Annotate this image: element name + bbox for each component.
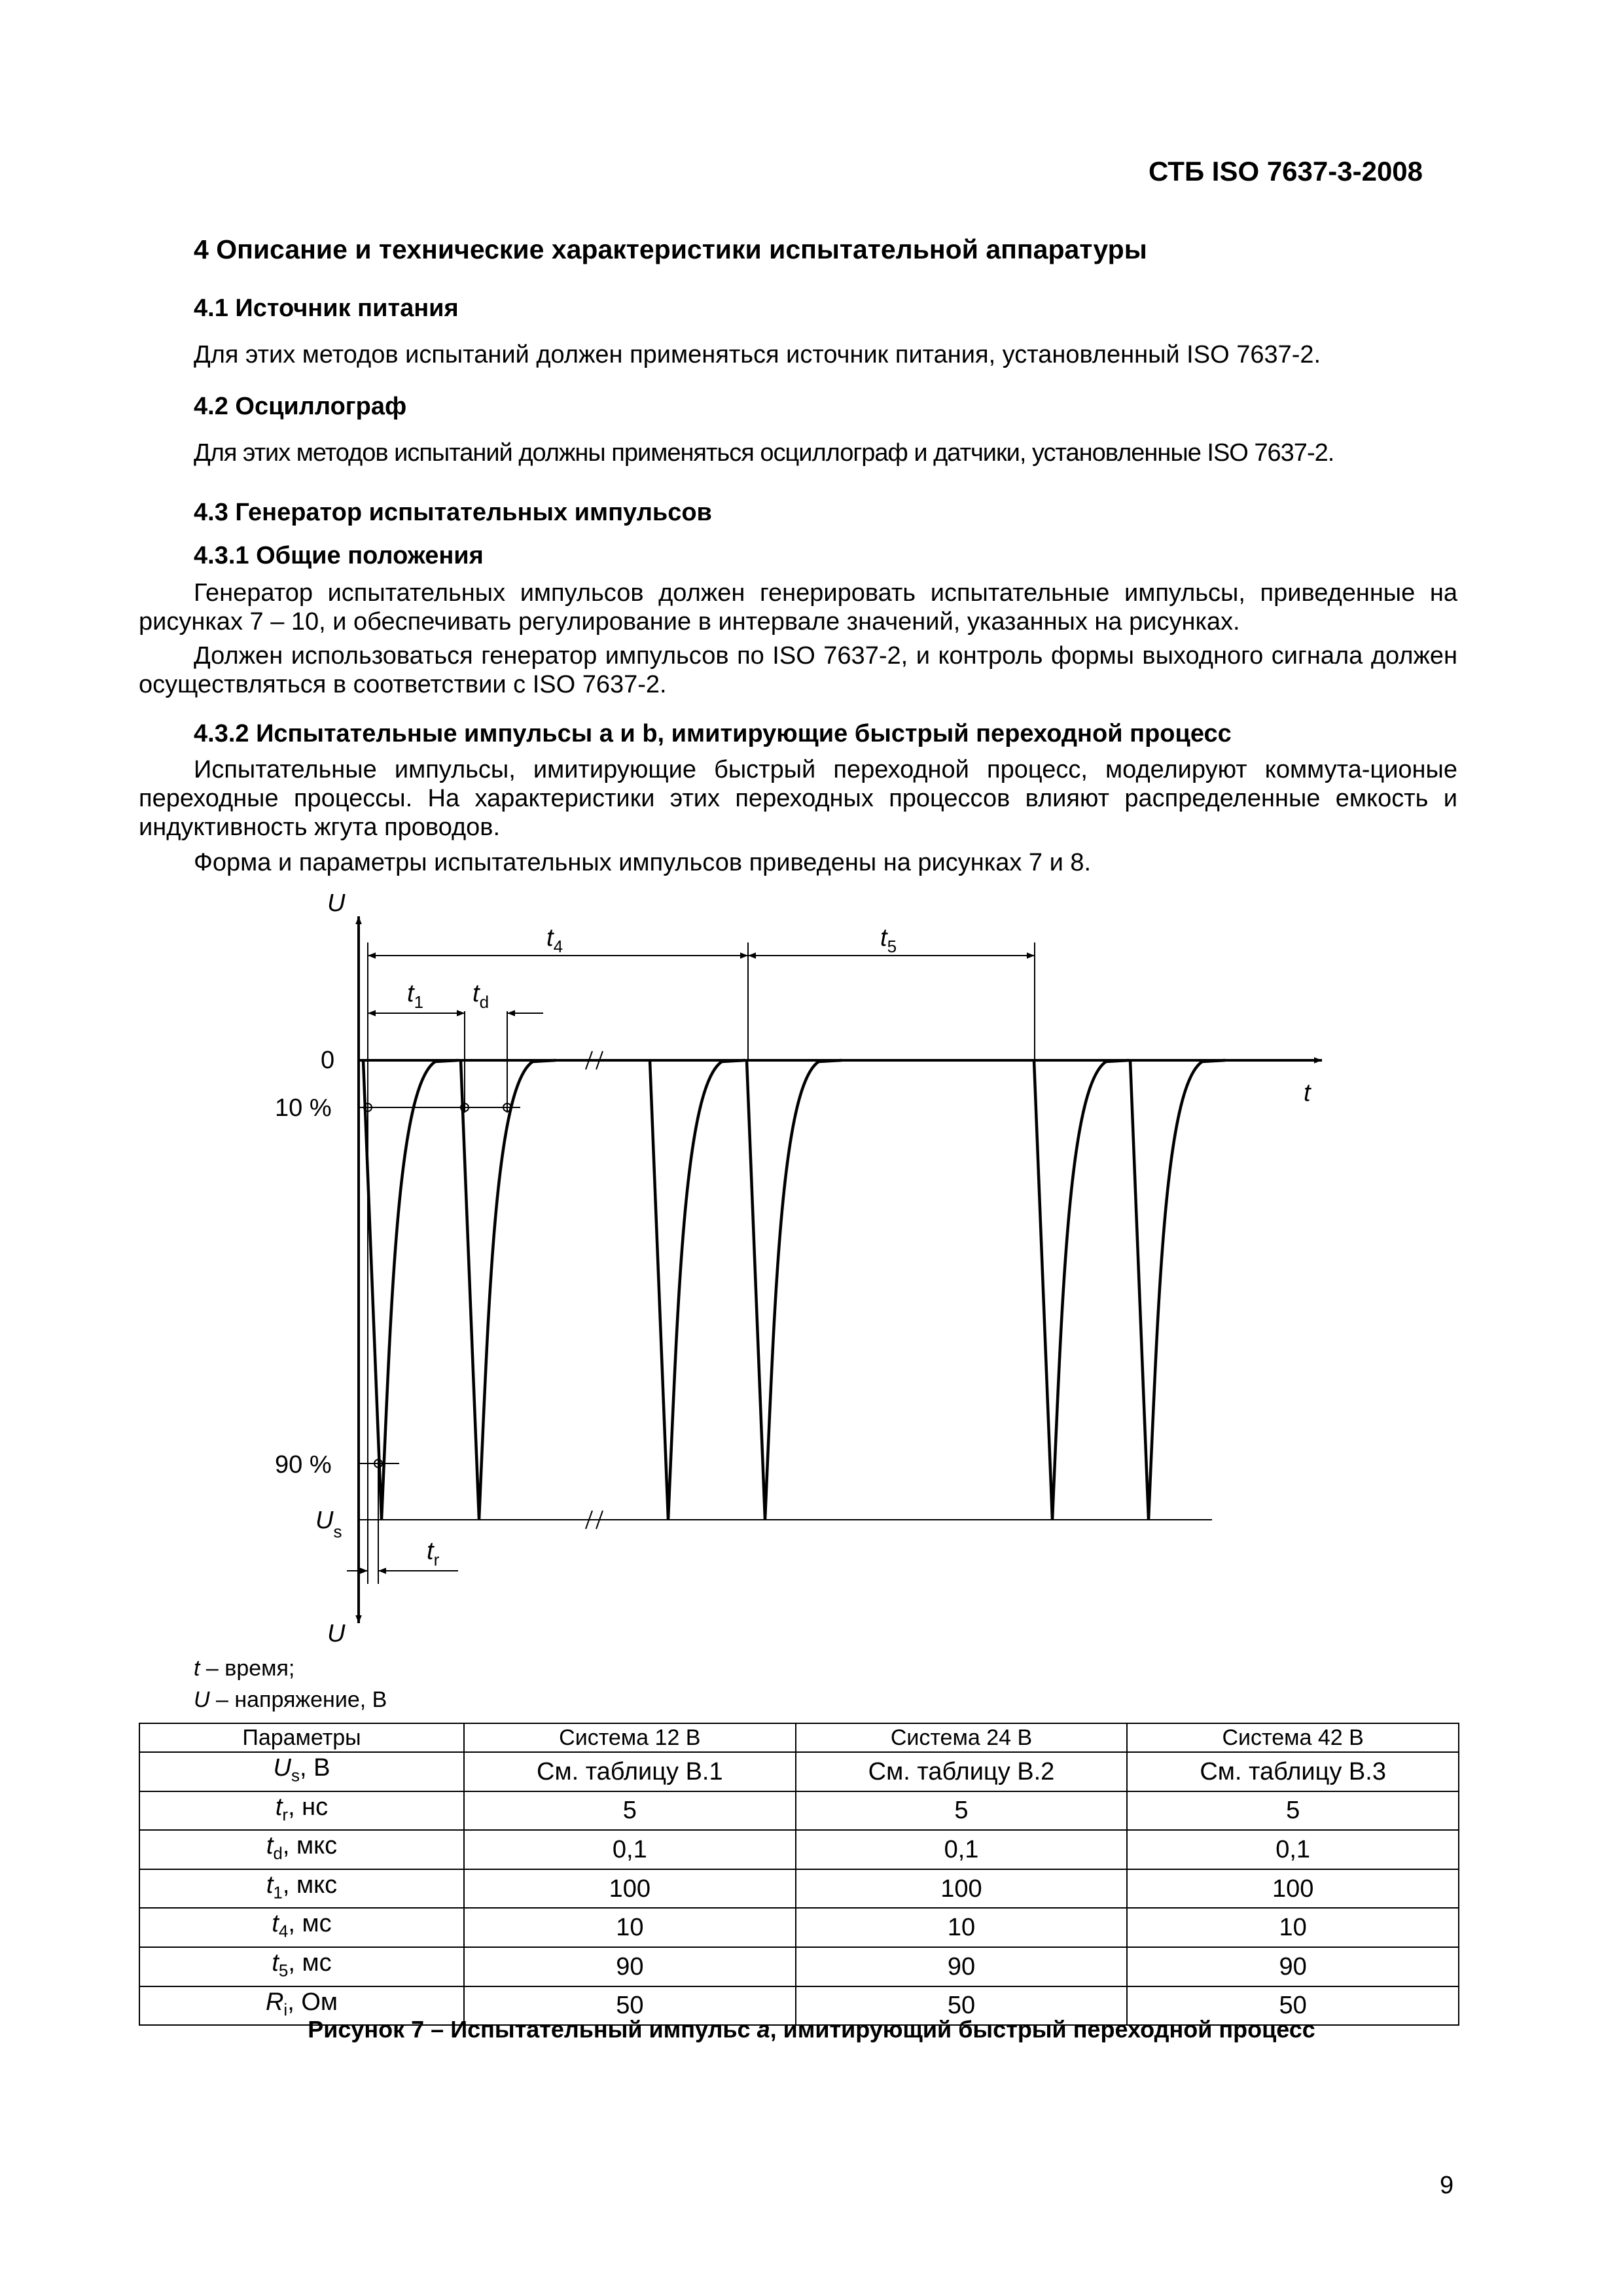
parameters-table [139, 1723, 1459, 2026]
value-cell: 10 [1127, 1908, 1459, 1947]
value-cell: 90 [464, 1947, 796, 1986]
section-4-3-2-paragraph-2: Форма и параметры испытательных импульсов приведены на рисунках 7 и 8. [194, 849, 1092, 876]
value-cell: См. таблицу В.1 [464, 1752, 796, 1791]
section-4-3-1-title: 4.3.1 Общие положения [194, 542, 484, 569]
parameter-name-cell: $t_1$, мкс [139, 1869, 464, 1909]
document-code: СТБ ISO 7637-3-2008 [1149, 156, 1423, 187]
axis-break-marks [586, 1051, 603, 1529]
td-label: $t_d$ [473, 980, 490, 1012]
table-row [139, 1869, 1459, 1909]
value-cell: 0,1 [796, 1830, 1128, 1869]
value-cell: 50 [464, 1986, 796, 2026]
t4-label: $t_4$ [546, 924, 563, 956]
u-axis-label-top: U [327, 889, 346, 917]
page-number: 9 [1440, 2172, 1454, 2199]
u-axis-label-bottom: U [327, 1620, 346, 1647]
pulse-4 [747, 1060, 842, 1520]
table-header-cell: Система 24 В [796, 1723, 1128, 1752]
parameter-name-cell: $t_4$, мс [139, 1908, 464, 1947]
value-cell: 10 [796, 1908, 1128, 1947]
section-4-3-1-paragraph-1: Генератор испытательных импульсов должен генерировать испытательные импульсы, приведенные на рисунках 7 – 10, и обеспечивать регулирование в интервале значений, указанных на рисунках. [139, 579, 1457, 636]
value-cell: 0,1 [1127, 1830, 1459, 1869]
tr-label: $t_r$ [427, 1537, 440, 1570]
value-cell: 100 [796, 1869, 1128, 1909]
table-row [139, 1947, 1459, 1986]
t1-label: $t_1$ [407, 980, 424, 1012]
value-cell: См. таблицу В.3 [1127, 1752, 1459, 1791]
figure-caption: Рисунок 7 – Испытательный импульс a, имитирующий быстрый переходной процесс [308, 2016, 1315, 2043]
zero-label: 0 [321, 1047, 335, 1074]
table-header-row [139, 1723, 1459, 1752]
parameter-name-cell: $t_r$, нс [139, 1791, 464, 1831]
pulse-2 [461, 1060, 556, 1520]
section-4-1-text: Для этих методов испытаний должен применяться источник питания, установленный ISO 7637-2. [194, 341, 1321, 368]
value-cell: 100 [464, 1869, 796, 1909]
value-cell: 5 [796, 1791, 1128, 1831]
pulse-6 [1130, 1060, 1225, 1520]
value-cell: 50 [796, 1986, 1128, 2026]
value-cell: См. таблицу В.2 [796, 1752, 1128, 1791]
pulse-waveforms [363, 1060, 1225, 1520]
section-4-1-title: 4.1 Источник питания [194, 295, 459, 322]
table-row [139, 1830, 1459, 1869]
pulse-5 [1034, 1060, 1129, 1520]
parameter-name-cell: $t_d$, мкс [139, 1830, 464, 1869]
table-row [139, 1908, 1459, 1947]
t-axis-label: t [1304, 1079, 1311, 1107]
legend-voltage: U – напряжение, В [194, 1687, 387, 1712]
section-4-2-title: 4.2 Осциллограф [194, 393, 407, 420]
value-cell: 5 [1127, 1791, 1459, 1831]
us-label: $U_s$ [315, 1507, 342, 1541]
parameter-name-cell: $U_s$, В [139, 1752, 464, 1791]
value-cell: 90 [796, 1947, 1128, 1986]
pulse-1 [363, 1060, 458, 1520]
section-4-3-title: 4.3 Генератор испытательных импульсов [194, 499, 712, 526]
parameter-name-cell: $t_5$, мс [139, 1947, 464, 1986]
ninety-percent-label: 90 % [275, 1451, 332, 1479]
ten-percent-label: 10 % [275, 1094, 332, 1122]
section-4-3-2-title: 4.3.2 Испытательные импульсы a и b, имитирующие быстрый переходной процесс [194, 720, 1232, 747]
section-4-3-1-paragraph-2: Должен использоваться генератор импульсов по ISO 7637-2, и контроль формы выходного сигнала должен осуществляться в соответствии с ISO 7637-2. [139, 642, 1457, 698]
value-cell: 50 [1127, 1986, 1459, 2026]
value-cell: 90 [1127, 1947, 1459, 1986]
pulse-3 [650, 1060, 745, 1520]
table-row [139, 1791, 1459, 1831]
section-4-3-2-paragraph-1: Испытательные импульсы, имитирующие быстрый переходной процесс, моделируют коммута-ционые переходные процессы. На характеристики этих переходных процессов влияют распределенные емкость и индуктивность жгута проводов. [139, 756, 1457, 841]
dimension-lines [347, 942, 1035, 1584]
parameter-name-cell: $R_i$, Ом [139, 1986, 464, 2026]
value-cell: 100 [1127, 1869, 1459, 1909]
value-cell: 0,1 [464, 1830, 796, 1869]
section-4-2-text: Для этих методов испытаний должны применяться осциллограф и датчики, установленные ISO 7637-2. [194, 439, 1334, 467]
value-cell: 10 [464, 1908, 796, 1947]
legend-time: t – время; [194, 1656, 295, 1681]
section-4-title: 4 Описание и технические характеристики испытательной аппаратуры [194, 234, 1147, 264]
table-header-cell: Система 12 В [464, 1723, 796, 1752]
table-row [139, 1752, 1459, 1791]
table-header-cell: Система 42 В [1127, 1723, 1459, 1752]
table-header-cell: Параметры [139, 1723, 464, 1752]
t5-label: $t_5$ [880, 924, 897, 956]
value-cell: 5 [464, 1791, 796, 1831]
